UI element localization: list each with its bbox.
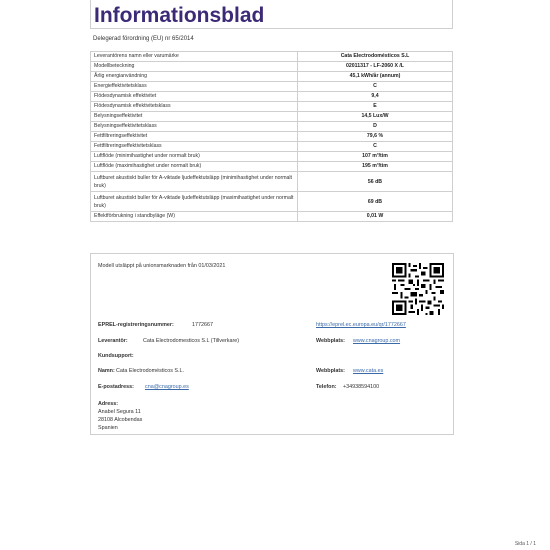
website-link-cata[interactable]: www.cata.es — [353, 368, 384, 374]
table-row — [91, 132, 453, 142]
row-value: D — [298, 122, 453, 132]
table-row — [91, 162, 453, 172]
table-row — [91, 72, 453, 82]
phone-value: +34938594100 — [343, 384, 380, 390]
row-value: 9,4 — [298, 92, 453, 102]
row-value: 69 dB — [298, 192, 453, 212]
row-label: Modellbeteckning — [91, 62, 298, 72]
row-label: Flödesdynamisk effektivitetsklass — [91, 102, 298, 112]
table-row — [91, 112, 453, 122]
row-value: 195 m³/tim — [298, 162, 453, 172]
row-label: Fettfiltreringseffektivitetsklass — [91, 142, 298, 152]
info-sheet — [90, 0, 453, 222]
customer-support-label: Kundsupport: — [98, 353, 134, 359]
table-row — [91, 122, 453, 132]
row-value: 14,5 Lux/W — [298, 112, 453, 122]
row-label: Årlig energianvändning — [91, 72, 298, 82]
phone-label: Telefon: — [316, 384, 337, 390]
name-value: Cata Electrodomésticos S.L. — [116, 368, 185, 374]
table-row — [91, 62, 453, 72]
row-value: C — [298, 82, 453, 92]
table-row — [91, 82, 453, 92]
row-value: C — [298, 142, 453, 152]
page-number: Sida 1 / 1 — [514, 541, 536, 547]
table-row — [91, 52, 453, 62]
row-label: Luftburet akustiskt buller för A-viktade ljudeffektutsläpp (maximihastighet under normalt bruk) — [91, 192, 298, 212]
row-value: 79,6 % — [298, 132, 453, 142]
qr-code-icon — [392, 263, 444, 315]
address-line: 28108 Alcobendas — [98, 417, 143, 423]
table-row — [91, 192, 453, 212]
row-label: Luftburet akustiskt buller för A-viktade ljudeffektutsläpp (minimihastighet under normalt bruk) — [91, 172, 298, 192]
email-link[interactable]: cna@cnagroup.es — [145, 384, 189, 390]
row-label: Flödesdynamisk effektivitet — [91, 92, 298, 102]
row-value: 56 dB — [298, 172, 453, 192]
row-label: Effektförbrukning i standbyläge (W) — [91, 212, 298, 222]
address-label: Adress: — [98, 401, 119, 407]
eprel-link[interactable]: https://eprel.ec.europa.eu/qr/1772667 — [316, 322, 406, 328]
email-label: E-postadress: — [98, 384, 134, 390]
row-value: E — [298, 102, 453, 112]
eprel-value: 1772667 — [192, 322, 213, 328]
row-value: Cata Electrodomésticos S.L — [298, 52, 453, 62]
row-value: 02011317 - LF-2060 X /L — [298, 62, 453, 72]
table-row — [91, 212, 453, 222]
row-label: Belysningseffektivitet — [91, 112, 298, 122]
row-label: Energieffektivitetsklass — [91, 82, 298, 92]
page-title: Informationsblad — [90, 0, 453, 29]
row-value: 107 m³/tim — [298, 152, 453, 162]
row-label: Belysningseffektivitetsklass — [91, 122, 298, 132]
address-line: Spanien — [98, 425, 118, 431]
table-row — [91, 172, 453, 192]
row-value: 45,1 kWh/år (annum) — [298, 72, 453, 82]
row-label: Leverantörens namn eller varumärke — [91, 52, 298, 62]
spec-table — [90, 51, 453, 222]
website-label: Webbplats: — [316, 338, 345, 344]
supplier-value: Cata Electrodomesticos S.L (Tillverkare) — [143, 338, 240, 344]
row-value: 0,01 W — [298, 212, 453, 222]
market-date-text: Modell utsläppt på unionsmarknaden från 01/03/2021 — [98, 263, 226, 269]
regulation-subtitle: Delegerad förordning (EU) nr 65/2014 — [93, 36, 194, 42]
table-row — [91, 92, 453, 102]
row-label: Luftflöde (minimihastighet under normalt bruk) — [91, 152, 298, 162]
supplier-info-box — [90, 253, 454, 435]
address-line: Anabel Segura 11 — [98, 409, 141, 415]
table-row — [91, 142, 453, 152]
website-link-cnagroup[interactable]: www.cnagroup.com — [353, 338, 401, 344]
table-row — [91, 102, 453, 112]
name-label: Namn: — [98, 368, 115, 374]
row-label: Fettfiltreringseffektivitet — [91, 132, 298, 142]
website-label: Webbplats: — [316, 368, 345, 374]
supplier-label: Leverantör: — [98, 338, 128, 344]
table-row — [91, 152, 453, 162]
row-label: Luftflöde (maximihastighet under normalt bruk) — [91, 162, 298, 172]
eprel-label: EPREL-registreringsnummer: — [98, 322, 174, 328]
